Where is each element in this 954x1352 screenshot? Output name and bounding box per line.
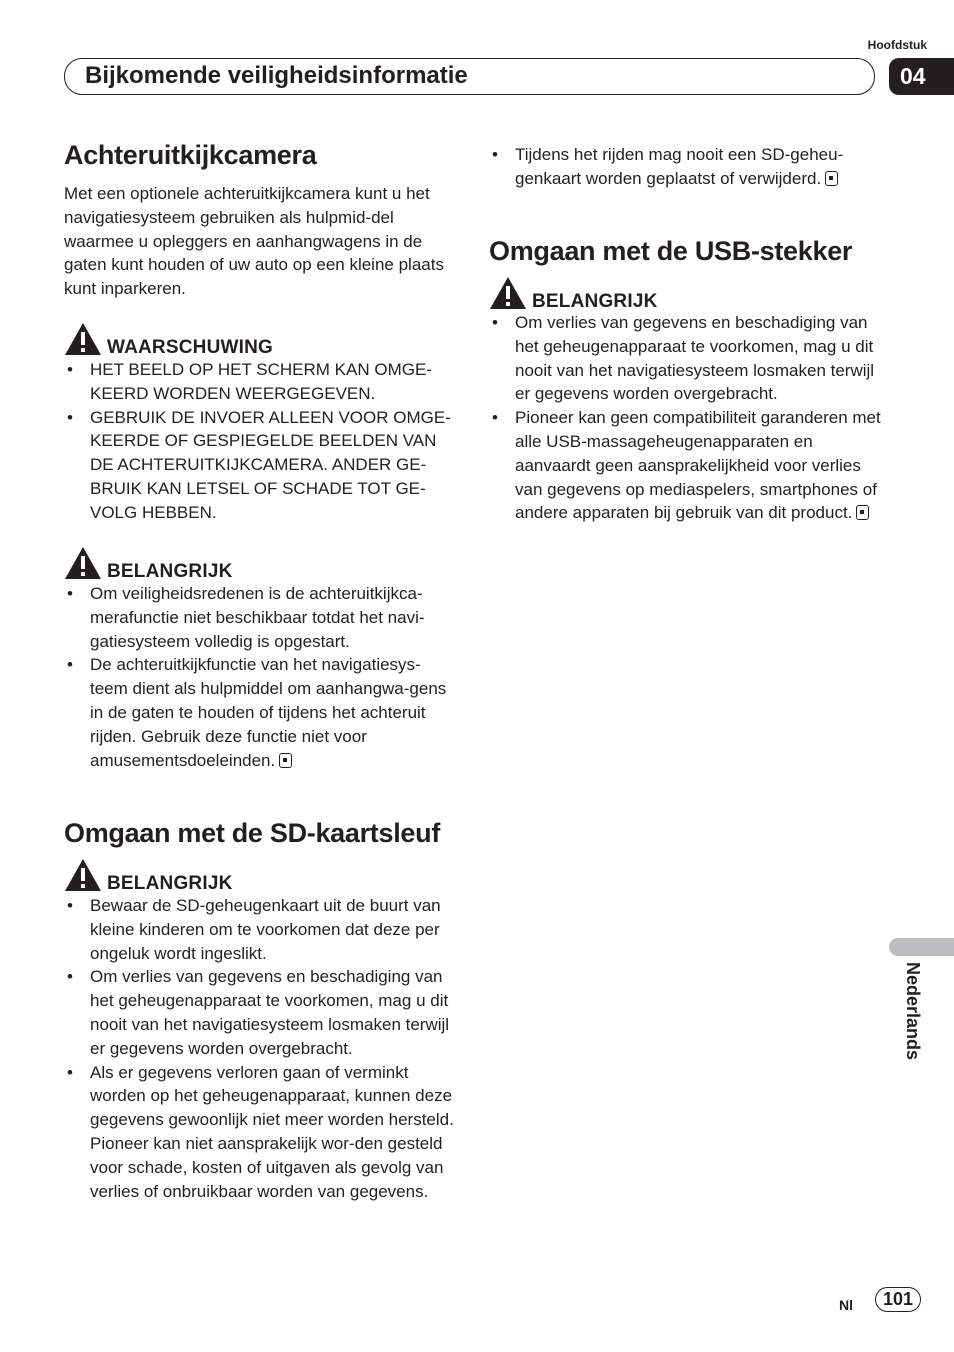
list-item-text: De achteruitkijkfunctie van het navigatiesys-teem dient als hulpmiddel om aanhangwa-gens in de gaten te houden of tijdens het achteruit rijden. Gebruik deze functie niet voor amusementsdoeleinden. — [90, 655, 447, 770]
usb-list — [489, 311, 881, 525]
chapter-label: Hoofdstuk — [867, 38, 927, 52]
sd-list — [64, 894, 456, 1203]
list-item: • Om verlies van gegevens en beschadiging van het geheugenapparaat te voorkomen, mag u dit nooit van het navigatiesysteem losmaken terwijl er gegevens worden overgebracht. — [64, 965, 456, 1060]
section-title: Bijkomende veiligheidsinformatie — [85, 62, 468, 89]
list-item — [64, 653, 456, 772]
camera-heading: Achteruitkijkcamera — [64, 140, 317, 170]
list-item: • GEBRUIK DE INVOER ALLEEN VOOR OMGE-KEERDE OF GESPIEGELDE BEELDEN VAN DE ACHTERUITKIJKCAMERA. ANDER GE-BRUIK KAN LETSEL OF SCHADE TOT GE-VOLG HEBBEN. — [64, 406, 456, 525]
list-item-text: Pioneer kan geen compatibiliteit garanderen met alle USB-massageheugenapparaten en aanvaardt geen aansprakelijkheid voor verlies van gegevens op mediaspelers, smartphones of andere apparaten bij gebruik van dit product. — [515, 408, 881, 523]
footer-language-code: Nl — [839, 1297, 853, 1313]
important-notice — [489, 276, 881, 312]
section-title-bar — [64, 58, 875, 95]
warning-triangle-icon — [489, 276, 527, 310]
important-label: BELANGRIJK — [107, 561, 233, 582]
list-item: • Als er gegevens verloren gaan of verminkt worden op het geheugenapparaat, kunnen deze gegevens gewoonlijk niet meer worden hersteld. Pioneer kan niet aansprakelijk wor-den gesteld voor schade, kosten of uitgaven als gevolg van verlies of onbruikbaar worden van gegevens. — [64, 1061, 456, 1204]
important-label: BELANGRIJK — [532, 291, 658, 312]
end-mark-icon — [825, 171, 838, 186]
language-label: Nederlands — [903, 962, 923, 1061]
list-item: • Om verlies van gegevens en beschadiging van het geheugenapparaat te voorkomen, mag u dit nooit van het navigatiesysteem losmaken terwijl er gegevens worden overgebracht. — [489, 311, 881, 406]
list-item — [489, 143, 881, 191]
usb-heading: Omgaan met de USB-stekker — [489, 236, 853, 266]
list-item: • HET BEELD OP HET SCHERM KAN OMGE-KEERD WORDEN WEERGEGEVEN. — [64, 358, 456, 406]
sd-heading: Omgaan met de SD-kaartsleuf — [64, 818, 441, 848]
warning-triangle-icon — [64, 546, 102, 580]
warning-label: WAARSCHUWING — [107, 337, 273, 358]
warning-list — [64, 358, 456, 525]
warning-notice — [64, 322, 456, 358]
warning-triangle-icon — [64, 322, 102, 356]
chapter-number-badge: 04 — [889, 58, 954, 95]
end-mark-icon — [279, 753, 292, 768]
page-number: 101 — [875, 1287, 921, 1312]
list-item — [489, 406, 881, 525]
language-label-wrap — [893, 962, 933, 1082]
important-notice — [64, 858, 456, 894]
important-list — [64, 582, 456, 772]
end-mark-icon — [856, 505, 869, 520]
list-item-text: Tijdens het rijden mag nooit een SD-geheu-genkaart worden geplaatst of verwijderd. — [515, 145, 844, 188]
list-item: • Bewaar de SD-geheugenkaart uit de buurt van kleine kinderen om te voorkomen dat deze per ongeluk wordt ingeslikt. — [64, 894, 456, 965]
language-tab — [889, 938, 954, 956]
warning-triangle-icon — [64, 858, 102, 892]
sd-continued-list — [489, 143, 881, 191]
list-item: • Om veiligheidsredenen is de achteruitkijkca-merafunctie niet beschikbaar totdat het navi-gatiesysteem volledig is opgestart. — [64, 582, 456, 653]
important-label: BELANGRIJK — [107, 873, 233, 894]
important-notice — [64, 546, 456, 582]
camera-intro: Met een optionele achteruitkijkcamera kunt u het navigatiesysteem gebruiken als hulpmid-del waarmee u opleggers en aanhangwagens in de gaten kunt houden of uw auto op een kleine plaats kunt inparkeren. — [64, 184, 444, 299]
